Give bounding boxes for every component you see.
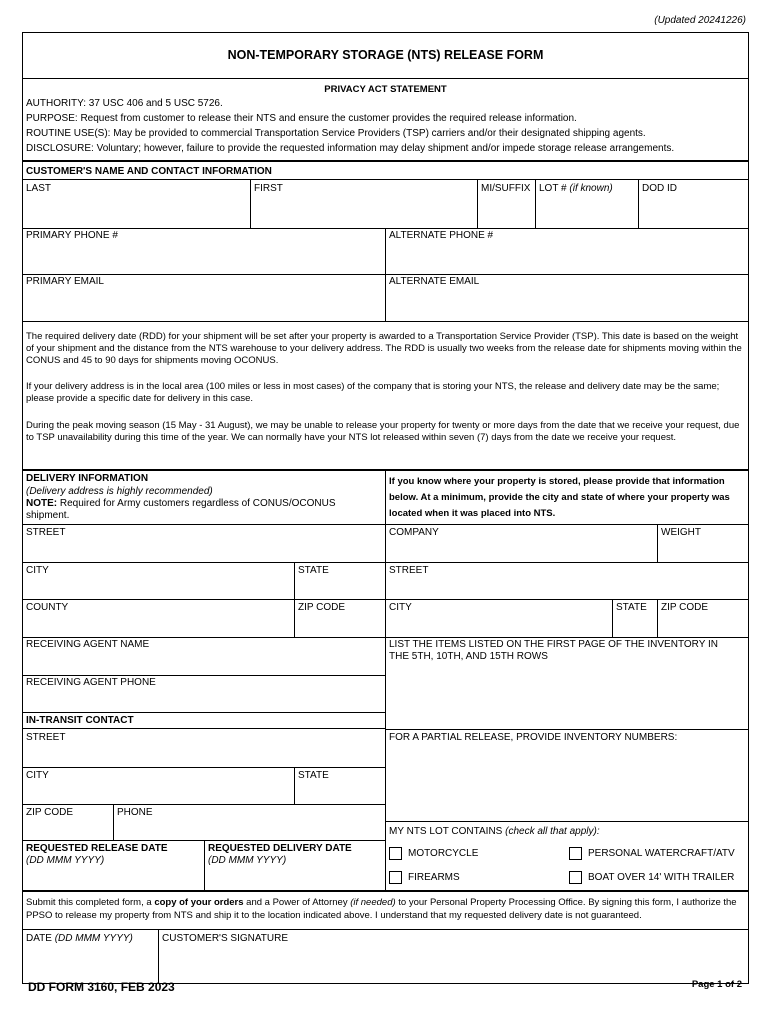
storage-company-field[interactable]	[386, 539, 656, 561]
rdd-info-paragraph: The required delivery date (RDD) for your shipment will be set after your property is awarded to a Transportation Service Provider (TSP). This date is based on the weight of your shipment and the distance from the NTS warehouse to your delivery address. The RDD is usually two weeks from the release date for shipments moving within the CONUS and 45 to 90 days for shipments moving OCONUS.	[26, 331, 742, 366]
privacy-disclosure: DISCLOSURE: Voluntary; however, failure to provide the requested information may delay shipment and/or impede storage release arrangements.	[26, 143, 675, 154]
alternate-phone-label: ALTERNATE PHONE #	[389, 230, 494, 241]
delivery-county-label: COUNTY	[26, 602, 69, 613]
transit-phone-label: PHONE	[117, 807, 153, 818]
delivery-street-field[interactable]	[23, 539, 384, 561]
delivery-date-format: (DD MMM YYYY)	[208, 855, 287, 866]
lot-contains-label: MY NTS LOT CONTAINS (check all that apply):	[389, 826, 600, 837]
delivery-date-field[interactable]	[205, 867, 384, 889]
transit-city-label: CITY	[26, 770, 49, 781]
inventory-rows-label: LIST THE ITEMS LISTED ON THE FIRST PAGE OF THE INVENTORY IN THE 5TH, 10TH, AND 15TH ROWS	[389, 639, 718, 662]
alternate-phone-field[interactable]	[386, 242, 748, 274]
storage-weight-field[interactable]	[658, 539, 748, 561]
delivery-zip-label: ZIP CODE	[298, 602, 346, 613]
boat-label: BOAT OVER 14' WITH TRAILER	[588, 872, 735, 883]
privacy-purpose: PURPOSE: Request from customer to release their NTS and ensure the customer provides the required release information.	[26, 113, 577, 124]
sign-date-field[interactable]	[23, 945, 157, 983]
peak-season-paragraph: During the peak moving season (15 May - 31 August), we may be unable to release your property for twenty or more days from the date that we receive your request, due to TSP unavailability during this time of the year. We can normally have your NTS lot released within seven (7) days from the date we receive your request.	[26, 420, 740, 443]
storage-city-field[interactable]	[386, 614, 611, 637]
transit-state-label: STATE	[298, 770, 329, 781]
delivery-county-field[interactable]	[23, 614, 293, 637]
delivery-note-italic: (Delivery address is highly recommended)	[26, 486, 213, 497]
primary-email-label: PRIMARY EMAIL	[26, 276, 104, 287]
dod-id-field[interactable]	[639, 195, 748, 227]
delivery-note: NOTE: Required for Army customers regardless of CONUS/OCONUS shipment.	[26, 498, 336, 521]
privacy-authority: AUTHORITY: 37 USC 406 and 5 USC 5726.	[26, 98, 223, 109]
transit-state-field[interactable]	[295, 782, 384, 804]
storage-state-field[interactable]	[613, 614, 656, 637]
motorcycle-checkbox[interactable]	[389, 847, 402, 860]
storage-weight-label: WEIGHT	[661, 527, 701, 538]
lot-number-label: LOT # (if known)	[539, 183, 613, 194]
submit-statement: Submit this completed form, a copy of your orders and a Power of Attorney (if needed) to your Personal Property Processing Office. By signing this form, I authorize the PPSO to release my property from NTS and ship it to the location indicated above. I understand that my requested delivery date is not guaranteed.	[26, 897, 737, 921]
primary-phone-field[interactable]	[23, 242, 384, 274]
signature-label: CUSTOMER'S SIGNATURE	[162, 933, 288, 944]
primary-phone-label: PRIMARY PHONE #	[26, 230, 118, 241]
page-number: Page 1 of 2	[691, 979, 742, 990]
release-date-field[interactable]	[23, 867, 203, 889]
mi-suffix-label: MI/SUFFIX	[481, 183, 531, 194]
firearms-checkbox[interactable]	[389, 871, 402, 884]
release-date-label: REQUESTED RELEASE DATE	[26, 843, 168, 854]
dod-id-label: DOD ID	[642, 183, 677, 194]
transit-street-label: STREET	[26, 732, 66, 743]
transit-zip-field[interactable]	[23, 819, 112, 840]
alternate-email-label: ALTERNATE EMAIL	[389, 276, 480, 287]
storage-street-label: STREET	[389, 565, 429, 576]
delivery-street-label: STREET	[26, 527, 66, 538]
in-transit-heading: IN-TRANSIT CONTACT	[26, 715, 134, 726]
privacy-heading: PRIVACY ACT STATEMENT	[324, 84, 447, 95]
receiving-agent-phone-label: RECEIVING AGENT PHONE	[26, 677, 156, 688]
storage-intro: If you know where your property is stored, please provide that information below. At a minimum, provide the city and state of where your property was located when it was placed into NTS.	[389, 476, 730, 519]
customer-heading: CUSTOMER'S NAME AND CONTACT INFORMATION	[26, 166, 272, 177]
receiving-agent-phone-field[interactable]	[23, 689, 384, 712]
sign-date-label: DATE (DD MMM YYYY)	[26, 933, 133, 944]
firearms-label: FIREARMS	[408, 872, 460, 883]
first-name-label: FIRST	[254, 183, 283, 194]
transit-street-field[interactable]	[23, 744, 384, 766]
motorcycle-label: MOTORCYCLE	[408, 848, 479, 859]
first-name-field[interactable]	[251, 195, 476, 227]
receiving-agent-name-label: RECEIVING AGENT NAME	[26, 639, 150, 650]
lot-number-field[interactable]	[536, 195, 637, 227]
delivery-zip-field[interactable]	[295, 614, 384, 637]
transit-city-field[interactable]	[23, 782, 293, 804]
delivery-state-label: STATE	[298, 565, 329, 576]
partial-release-label: FOR A PARTIAL RELEASE, PROVIDE INVENTORY NUMBERS:	[389, 732, 678, 743]
storage-zip-label: ZIP CODE	[661, 602, 709, 613]
delivery-heading: DELIVERY INFORMATION	[26, 473, 149, 484]
local-area-paragraph: If your delivery address is in the local area (100 miles or less in most cases) of the company that is storing your NTS, the release and delivery date may be the same; please provide a specific date for delivery in this case.	[26, 381, 720, 404]
last-name-label: LAST	[26, 183, 52, 194]
delivery-state-field[interactable]	[295, 577, 384, 599]
form-id: DD FORM 3160, FEB 2023	[28, 980, 175, 994]
storage-city-label: CITY	[389, 602, 412, 613]
form-title: NON-TEMPORARY STORAGE (NTS) RELEASE FORM	[227, 48, 544, 62]
updated-date: (Updated 20241226)	[654, 15, 746, 26]
alternate-email-field[interactable]	[386, 288, 748, 320]
signature-field[interactable]	[159, 945, 748, 983]
receiving-agent-name-field[interactable]	[23, 651, 384, 675]
storage-state-label: STATE	[616, 602, 647, 613]
delivery-date-label: REQUESTED DELIVERY DATE	[208, 843, 352, 854]
storage-company-label: COMPANY	[389, 527, 439, 538]
release-date-format: (DD MMM YYYY)	[26, 855, 105, 866]
watercraft-label: PERSONAL WATERCRAFT/ATV	[588, 848, 735, 859]
primary-email-field[interactable]	[23, 288, 384, 320]
mi-suffix-field[interactable]	[478, 195, 534, 227]
boat-checkbox[interactable]	[569, 871, 582, 884]
transit-zip-label: ZIP CODE	[26, 807, 74, 818]
privacy-routine-use: ROUTINE USE(S): May be provided to commercial Transportation Service Providers (TSP) carriers and/or their designated shipping agents.	[26, 128, 646, 139]
partial-release-field[interactable]	[386, 744, 748, 820]
storage-street-field[interactable]	[386, 577, 748, 599]
storage-zip-field[interactable]	[658, 614, 748, 637]
delivery-city-field[interactable]	[23, 577, 293, 599]
inventory-rows-field[interactable]	[386, 666, 748, 728]
delivery-city-label: CITY	[26, 565, 49, 576]
transit-phone-field[interactable]	[114, 819, 384, 840]
last-name-field[interactable]	[23, 195, 249, 227]
watercraft-checkbox[interactable]	[569, 847, 582, 860]
